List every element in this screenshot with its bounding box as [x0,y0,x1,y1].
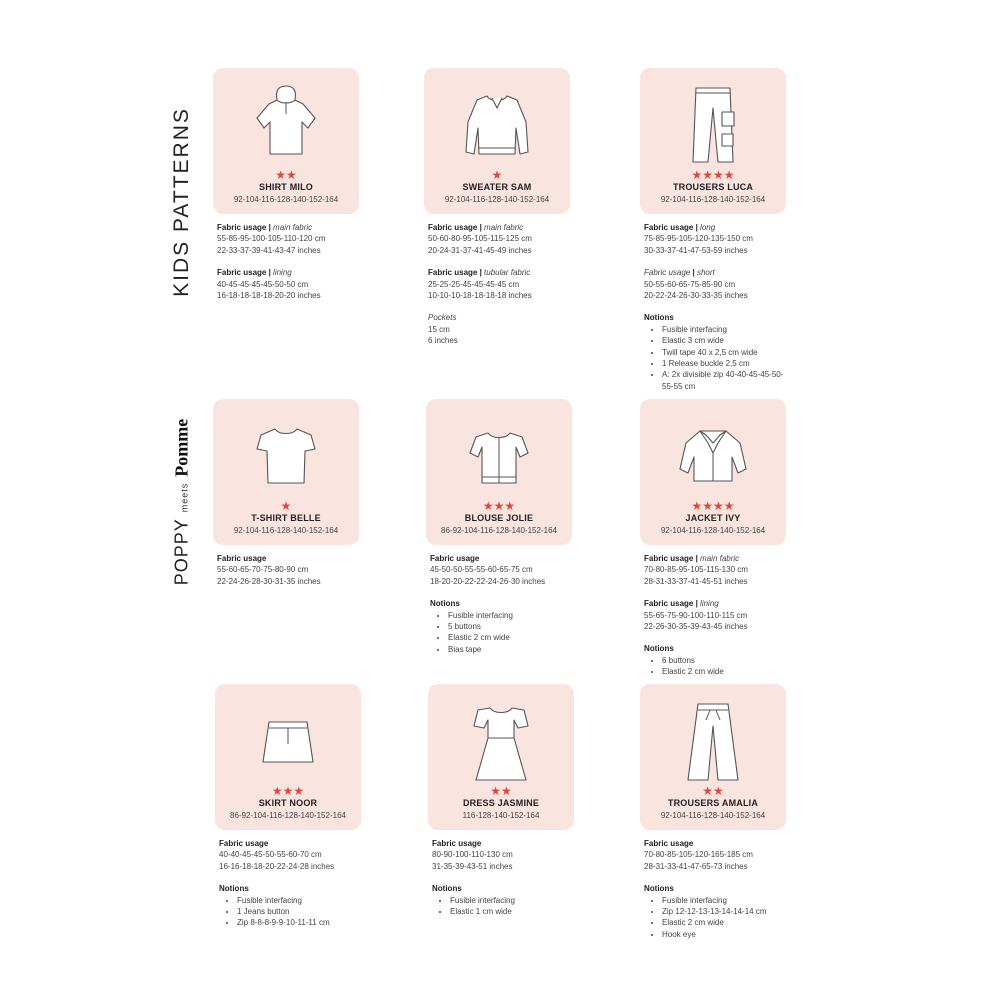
block-heading [217,222,363,233]
block-separator: | [266,268,274,278]
list-item: • Hook eye [662,929,790,940]
pattern-sizes: 92-104-116-128-140-152-164 [660,195,766,204]
info-block [644,312,790,392]
block-heading [428,312,574,323]
fabric-line: 22-33-37-39-41-43-47 inches [217,245,321,255]
block-qualifier: long [700,223,716,232]
pattern-card [640,684,786,830]
brand-pomme: Pomme [171,418,192,477]
pattern-sizes: 86-92-104-116-128-140-152-164 [230,811,346,820]
block-heading [428,267,574,278]
fabric-line: 22-24-26-28-30-31-35 inches [217,576,321,586]
list-item: • Elastic 2 cm wide [662,666,790,677]
list-item: • Elastic 2 cm wide [662,917,790,928]
notions-list [430,610,576,656]
block-qualifier: lining [700,599,719,609]
fabric-line: 45-50-50-55-55-60-65-75 cm [430,565,533,575]
list-item: • 5 buttons [448,621,576,632]
block-heading [432,883,578,894]
pattern-item [640,684,790,951]
pattern-card [640,68,786,214]
block-heading [644,598,790,609]
pattern-item [213,68,363,312]
info-block [644,838,790,872]
fabric-line: 10-10-10-18-18-18-18 inches [428,291,532,301]
pattern-card [213,399,359,545]
pattern-name: JACKET IVY [685,513,741,523]
info-block [644,883,790,940]
block-heading-label: Fabric usage [644,599,694,609]
fabric-line: 55-65-75-90-100-110-115 cm [644,610,748,620]
pattern-item [640,68,790,403]
list-item: • 6 buttons [662,655,790,666]
info-block [644,643,790,677]
block-heading-label: Fabric usage [432,839,482,848]
block-heading [644,883,790,894]
fabric-line: 30-33-37-41-47-53-59 inches [644,245,748,255]
block-heading-label: Fabric usage [217,268,267,278]
difficulty-stars: ★ [491,168,503,182]
block-heading-label: Fabric usage [217,554,267,563]
block-heading-label: Notions [432,884,462,894]
block-heading-label: Fabric usage [644,223,694,232]
fabric-line: 15 cm [428,324,450,334]
fabric-line: 70-80-85-95-105-115-130 cm [644,565,748,575]
list-item: • Fusible interfacing [448,610,576,621]
block-heading [432,838,578,849]
block-heading-label: Notions [219,884,249,894]
difficulty-stars: ★★ [490,784,512,798]
fabric-line: 40-45-45-45-45-50-50 cm [217,279,309,289]
fabric-line: 31-35-39-43-51 inches [432,861,513,871]
block-qualifier: main fabric [700,554,740,563]
difficulty-stars: ★★ [275,168,297,182]
pattern-info [640,553,790,678]
block-heading-label: Fabric usage [428,223,478,232]
block-qualifier: tubular fabric [484,268,531,278]
page-title-wrap [168,107,196,297]
block-separator: | [693,599,701,609]
block-heading [428,222,574,233]
notions-list [644,655,790,678]
info-block [428,312,574,346]
block-heading-label: Notions [430,599,460,609]
info-block [432,838,578,872]
list-item: • Twill tape 40 x 2,5 cm wide [662,347,790,358]
difficulty-stars: ★★★ [271,784,305,798]
fabric-line: 16-16-18-18-20-22-24-28 inches [219,861,335,871]
block-heading [219,883,365,894]
block-heading [217,553,363,564]
difficulty-stars: ★★★★ [691,168,735,182]
pattern-name: DRESS JASMINE [462,798,540,808]
info-block [219,838,365,872]
pattern-sizes: 92-104-116-128-140-152-164 [233,526,339,535]
pattern-name: SHIRT MILO [259,182,313,192]
block-heading-label: Fabric usage [430,554,480,563]
block-heading-label: Fabric usage [217,223,267,232]
pattern-item [213,399,363,598]
info-block [219,883,365,929]
block-qualifier: lining [273,268,292,278]
pattern-info [640,222,790,392]
block-separator: | [477,223,485,232]
block-heading-label: Fabric usage [644,268,691,278]
block-qualifier: main fabric [484,223,524,232]
info-block [217,267,363,301]
block-heading [430,553,576,564]
fabric-line: 80-90-100-110-130 cm [432,850,513,860]
pattern-info [213,222,363,301]
difficulty-stars: ★★★ [482,499,516,513]
notions-list [644,895,790,941]
info-block [644,222,790,256]
info-block [428,267,574,301]
pattern-info [640,838,790,940]
pattern-item [428,684,578,928]
block-heading-label: Notions [644,313,674,323]
pattern-info [215,838,365,929]
fabric-line: 20-24-31-37-41-45-49 inches [428,245,532,255]
difficulty-stars: ★ [280,499,292,513]
pattern-sizes: 116-128-140-152-164 [462,811,540,820]
pattern-name: SKIRT NOOR [258,798,318,808]
notions-list [219,895,365,929]
brand-logo [168,412,196,592]
pattern-info [424,222,574,347]
block-heading [644,312,790,323]
info-block [217,222,363,256]
info-block [428,222,574,256]
pattern-name: SWEATER SAM [462,182,532,192]
pattern-info [426,553,576,655]
pattern-name: TROUSERS AMALIA [667,798,759,808]
pattern-card [213,68,359,214]
fabric-line: 55-60-65-70-75-80-90 cm [217,565,309,575]
pattern-sizes: 86-92-104-116-128-140-152-164 [441,526,557,535]
block-heading-label: Fabric usage [219,839,269,848]
fabric-line: 18-20-20-22-22-24-26-30 inches [430,576,546,586]
list-item: • Elastic 1 cm wide [450,906,578,917]
block-qualifier: main fabric [273,223,313,232]
fabric-line: 28-31-33-37-41-45-51 inches [644,576,748,586]
pattern-item [426,399,576,666]
notions-list [432,895,578,918]
block-heading [644,222,790,233]
info-block [217,553,363,587]
block-heading-label: Pockets [428,313,457,323]
pattern-name: TROUSERS LUCA [672,182,754,192]
info-block [644,553,790,587]
block-separator: | [693,223,701,232]
block-heading [644,553,790,564]
list-item: • Bias tape [448,644,576,655]
block-heading-label: Notions [644,644,674,654]
list-item: • A: 2x divisible zip 40-40-45-45-50-55-55 cm [662,369,790,392]
block-separator: | [690,268,697,278]
pattern-item [424,68,574,358]
list-item: • Fusible interfacing [450,895,578,906]
brand-meets: meets [179,482,190,513]
info-block [644,267,790,301]
info-block [432,883,578,917]
pattern-sizes: 92-104-116-128-140-152-164 [660,526,766,535]
info-block [430,598,576,655]
fabric-line: 16-18-18-18-18-20-20 inches [217,291,321,301]
pattern-card [426,399,572,545]
list-item: • Fusible interfacing [662,895,790,906]
list-item: • 1 Jeans button [237,906,365,917]
block-separator: | [266,223,274,232]
block-heading [644,643,790,654]
info-block [430,553,576,587]
pattern-card [428,684,574,830]
block-heading-label: Fabric usage [644,839,694,848]
pattern-info [213,553,363,587]
fabric-line: 22-26-30-35-39-43-45 inches [644,622,748,632]
block-heading-label: Fabric usage [644,554,694,563]
pattern-card [215,684,361,830]
fabric-line: 55-85-95-100-105-110-120 cm [217,234,326,244]
block-heading-label: Fabric usage [428,268,478,278]
block-heading [219,838,365,849]
block-heading [217,267,363,278]
block-heading-label: Notions [644,884,674,894]
difficulty-stars: ★★ [702,784,724,798]
page-title: KIDS PATTERNS [170,107,193,297]
block-heading [430,598,576,609]
list-item: • Elastic 2 cm wide [448,632,576,643]
pattern-name: BLOUSE JOLIE [464,513,534,523]
block-separator: | [693,554,701,563]
pattern-card [424,68,570,214]
pattern-card [640,399,786,545]
pattern-info [428,838,578,917]
fabric-line: 6 inches [428,336,458,346]
fabric-line: 40-40-45-45-50-55-60-70 cm [219,850,322,860]
list-item: • Zip 8-8-8-9-9-10-11-11 cm [237,917,365,928]
pattern-item [640,399,790,689]
pattern-item [215,684,365,940]
block-separator: | [477,268,485,278]
fabric-line: 50-60-80-95-105-115-125 cm [428,234,532,244]
fabric-line: 50-55-60-65-75-85-90 cm [644,279,736,289]
fabric-line: 20-22-24-26-30-33-35 inches [644,291,748,301]
fabric-line: 75-85-95-105-120-135-150 cm [644,234,753,244]
notions-list [644,324,790,392]
list-item: • Fusible interfacing [662,324,790,335]
fabric-line: 28-31-33-41-47-65-73 inches [644,861,748,871]
difficulty-stars: ★★★★ [691,499,735,513]
pattern-sizes: 92-104-116-128-140-152-164 [444,195,550,204]
pattern-name: T-SHIRT BELLE [251,513,321,523]
pattern-sizes: 92-104-116-128-140-152-164 [660,811,766,820]
fabric-line: 70-80-85-105-120-165-185 cm [644,850,753,860]
list-item: • Zip 12-12-13-13-14-14-14 cm [662,906,790,917]
block-heading [644,838,790,849]
block-heading [644,267,790,278]
pattern-sizes: 92-104-116-128-140-152-164 [233,195,339,204]
list-item: • Elastic 3 cm wide [662,335,790,346]
brand-poppy: POPPY [171,518,192,586]
block-qualifier: short [696,268,715,278]
info-block [644,598,790,632]
list-item: • Fusible interfacing [237,895,365,906]
fabric-line: 25-25-25-45-45-45-45 cm [428,279,520,289]
list-item: • 1 Release buckle 2,5 cm [662,358,790,369]
